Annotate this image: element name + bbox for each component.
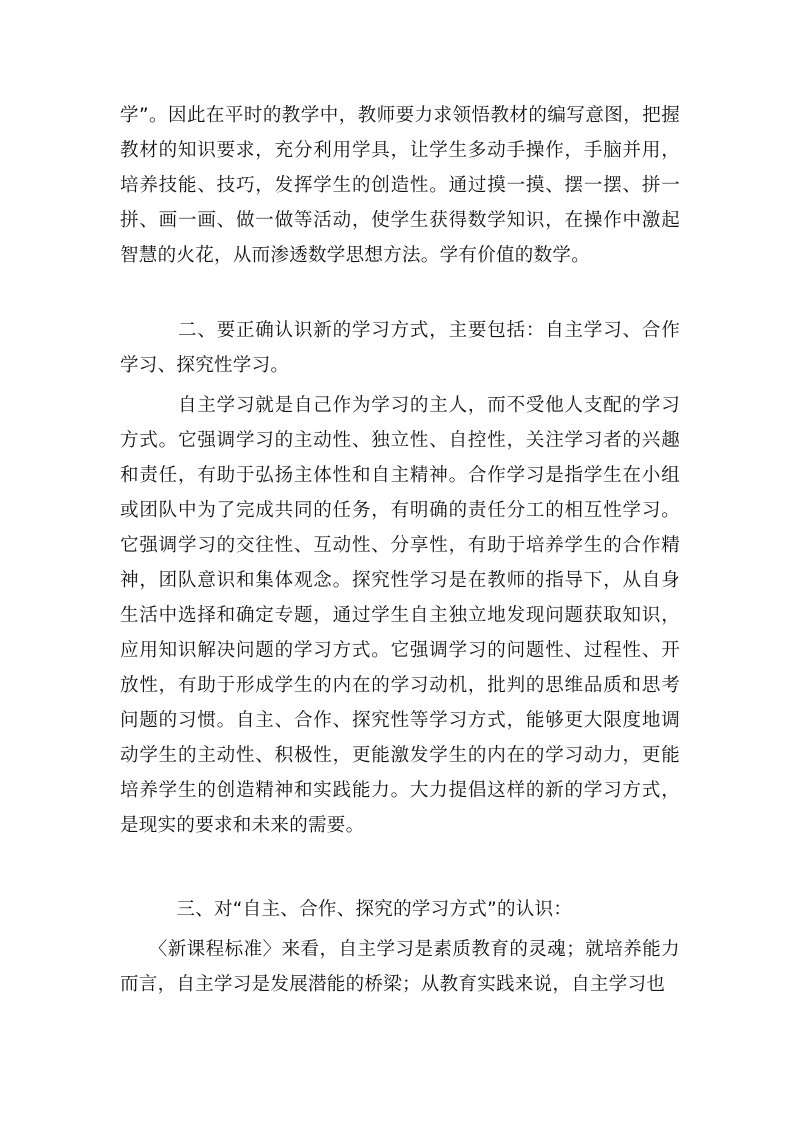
paragraph-continuation: 学”。因此在平时的教学中，教师要力求领悟教材的编写意图，把握教材的知识要求，充分利用学具，让学生多动手操作，手脑并用，培养技能、技巧，发挥学生的创造性。通过摸一摸、摆一摆、拼一拼、画一画、做一做等活动，使学生获得数学知识，在操作中激起智慧的火花，从而渗透数学思想方法。学有价值的数学。 — [120, 105, 680, 266]
paragraph-section-three-heading: 三、对“自主、合作、探究的学习方式”的认识： — [120, 899, 573, 920]
paragraph-learning-methods: 自主学习就是自己作为学习的主人，而不受他人支配的学习方式。它强调学习的主动性、独立性、自控性，关注学习者的兴趣和责任，有助于弘扬主体性和自主精神。合作学习是指学生在小组或团队中为了完成共同的任务，有明确的责任分工的相互性学习。它强调学习的交往性、互动性、分享性，有助于培养学生的合作精神，团队意识和集体观念。探究性学习是在教师的指导下，从自身生活中选择和确定专题，通过学生自主独立地发现问题获取知识，应用知识解决问题的学习方式。它强调学习的问题性、过程性、开放性，有助于形成学生的内在的学习动机，批判的思维品质和思考问题的习惯。自主、合作、探究性等学习方式，能够更大限度地调动学生的主动性、积极性，更能激发学生的内在的学习动力，更能培养学生的创造精神和实践能力。大力提倡这样的新的学习方式，是现实的要求和未来的需要。 — [120, 395, 680, 836]
paragraph-curriculum-standard: 〈新课程标准〉来看，自主学习是素质教育的灵魂；就培养能力而言，自主学习是发展潜能的桥梁；从教育实践来说，自主学习也 — [120, 939, 680, 995]
paragraph-section-two-heading: 二、要正确认识新的学习方式，主要包括：自主学习、合作学习、探究性学习。 — [120, 320, 680, 376]
